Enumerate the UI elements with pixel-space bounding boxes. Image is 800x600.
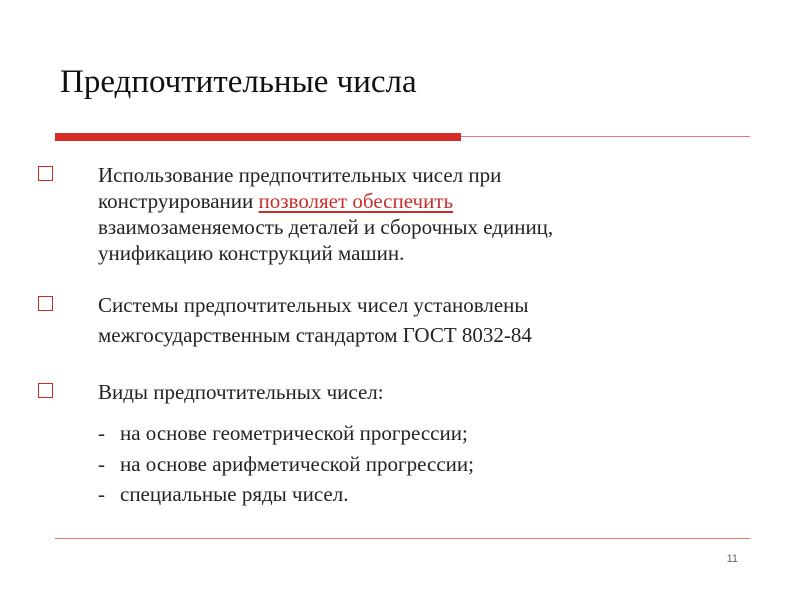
bullet-1-line-1: Использование предпочтительных чисел при xyxy=(98,163,502,187)
bullet-1-line-2-prefix: конструировании xyxy=(98,189,259,213)
list-item: - специальные ряды чисел. xyxy=(98,482,349,506)
bullet-2-line-1: Системы предпочтительных чисел установлены xyxy=(98,293,529,317)
bullet-3-line-1: Виды предпочтительных чисел: xyxy=(98,380,384,404)
slide-title: Предпочтительные числа xyxy=(60,64,417,100)
list-item: - на основе арифметической прогрессии; xyxy=(98,452,474,476)
page-number: 11 xyxy=(726,553,738,565)
footer-divider xyxy=(55,538,750,539)
allows-to-provide-link[interactable]: позволяет обеспечить xyxy=(258,189,454,213)
list-item-text: специальные ряды чисел. xyxy=(120,482,349,506)
list-item-text: на основе арифметической прогрессии; xyxy=(120,452,474,476)
bullet-1-line-4: унификацию конструкций машин. xyxy=(98,241,405,265)
bullet-1-line-2 xyxy=(98,188,453,214)
bullet-2-line-2: межгосударственным стандартом ГОСТ 8032-84 xyxy=(98,323,532,347)
bullet-1-line-3: взаимозаменяемость деталей и сборочных единиц, xyxy=(98,215,554,239)
square-bullet-icon xyxy=(38,383,53,398)
square-bullet-icon xyxy=(38,296,53,311)
title-divider-accent xyxy=(55,133,461,141)
list-item: - на основе геометрической прогрессии; xyxy=(98,421,468,445)
square-bullet-icon xyxy=(38,166,53,181)
list-item-text: на основе геометрической прогрессии; xyxy=(120,421,468,445)
